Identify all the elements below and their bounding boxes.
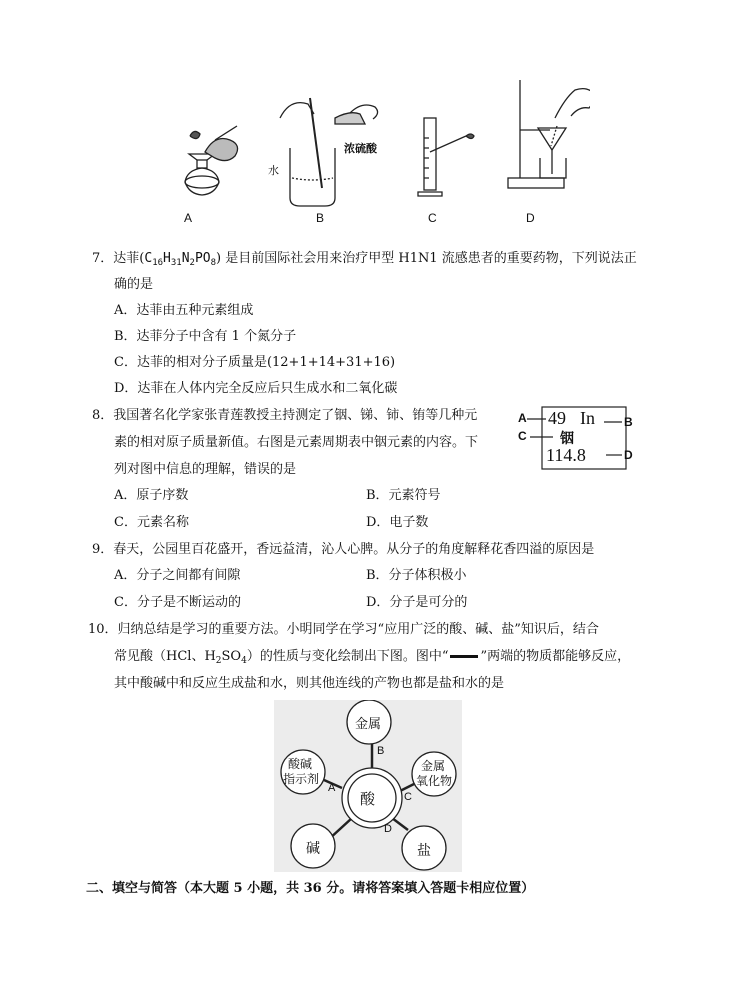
apparatus-label-d: D (526, 211, 535, 225)
q7-name: 达菲 (113, 251, 140, 266)
q8-stem-line2: 素的相对原子质量新值。右图是元素周期表中铟元素的内容。下 (114, 435, 479, 450)
section-2-heading: 二、填空与简答（本大题 5 小题，共 36 分。请将答案填入答题卡相应位置） (86, 881, 535, 896)
link-c-label: C (404, 791, 412, 803)
water-label: 水 (268, 164, 279, 177)
element-symbol: In (580, 408, 595, 428)
pointer-a: A (518, 411, 527, 425)
q8-option-c: C．元素名称 (114, 515, 189, 530)
q7-option-d: D．达菲在人体内完全反应后只生成水和二氧化碳 (114, 381, 398, 396)
link-b-label: B (377, 745, 385, 757)
pointer-d: D (624, 448, 633, 462)
apparatus-d (508, 80, 590, 188)
q8-option-b: B．元素符号 (366, 488, 441, 503)
q10-stem-line1: 10．归纳总结是学习的重要方法。小明同学在学习“应用广泛的酸、碱、盐”知识后，结合 (88, 622, 599, 637)
apparatus-label-c: C (428, 211, 437, 225)
q10-number: 10． (88, 622, 118, 637)
q7-option-c: C．达菲的相对分子质量是(12+1+14+31+16) (114, 355, 396, 370)
q7-stem-text: 是目前国际社会用来治疗甲型 H1N1 流感患者的重要药物，下列说法正 (225, 251, 637, 266)
q7-formula: $C_{16}H_{31}N_2PO_8$ (144, 251, 217, 268)
element-cell-figure (518, 403, 638, 473)
acid-label: 浓硫酸 (344, 142, 377, 155)
q10-stem-line2: 常见酸（HCl、$H_2SO_4$）的性质与变化绘制出下图。图中“ ”两端的物质都能够反应， (114, 649, 631, 666)
apparatus-c (418, 118, 474, 196)
q8-stem-line3: 列对图中信息的理解，错误的是 (114, 462, 297, 477)
q9-option-a: A．分子之间都有间隙 (114, 568, 241, 583)
oxide-label-1: 金属 (421, 759, 446, 773)
q8-stem-line1: 8．我国著名化学家张青莲教授主持测定了铟、锑、铈、铕等几种元 (92, 408, 478, 423)
q9-stem: 9．春天，公园里百花盛开，香远益清，沁人心脾。从分子的角度解释花香四溢的原因是 (92, 542, 595, 557)
q7-option-b: B．达菲分子中含有 1 个氮分子 (114, 329, 297, 344)
indicator-label-2: 指示剂 (283, 772, 320, 786)
pointer-c: C (518, 429, 527, 443)
q9-option-d: D．分子是可分的 (366, 595, 468, 610)
q7-option-a: A．达菲由五种元素组成 (114, 303, 254, 318)
q9-option-c: C．分子是不断运动的 (114, 595, 241, 610)
apparatus-a (185, 126, 238, 195)
oxide-label-2: 氧化物 (416, 774, 453, 788)
indicator-label-1: 酸碱 (288, 757, 313, 771)
q9-option-b: B．分子体积极小 (366, 568, 467, 583)
center-label: 酸 (360, 790, 376, 808)
link-d-label: D (384, 823, 392, 835)
salt-label: 盐 (417, 843, 431, 859)
element-name: 铟 (560, 431, 574, 447)
apparatus-label-b: B (316, 211, 325, 225)
metal-label: 金属 (355, 717, 382, 732)
apparatus-figure (160, 78, 590, 228)
atomic-number: 49 (548, 408, 566, 428)
acid-diagram (274, 700, 462, 872)
q7-number: 7． (92, 251, 114, 266)
q8-number: 8． (92, 408, 114, 423)
bold-dash-symbol (450, 655, 478, 658)
atomic-mass: 114.8 (546, 445, 586, 465)
q8-option-d: D．电子数 (366, 515, 429, 530)
apparatus-label-a: A (184, 211, 193, 225)
q9-number: 9． (92, 542, 114, 557)
q7-stem-line1: 7．达菲$(C_{16}H_{31}N_2PO_8)$ 是目前国际社会用来治疗甲型 H1N1 流感患者的重要药物，下列说法正 (92, 251, 637, 268)
q10-stem-line3: 其中酸碱中和反应生成盐和水，则其他连线的产物也都是盐和水的是 (114, 676, 505, 691)
base-label: 碱 (306, 841, 320, 857)
pointer-b: B (624, 415, 633, 429)
q8-option-a: A．原子序数 (114, 488, 189, 503)
q7-stem-line2: 确的是 (114, 277, 154, 292)
link-d-line (392, 818, 408, 830)
link-a-label: A (328, 782, 336, 794)
